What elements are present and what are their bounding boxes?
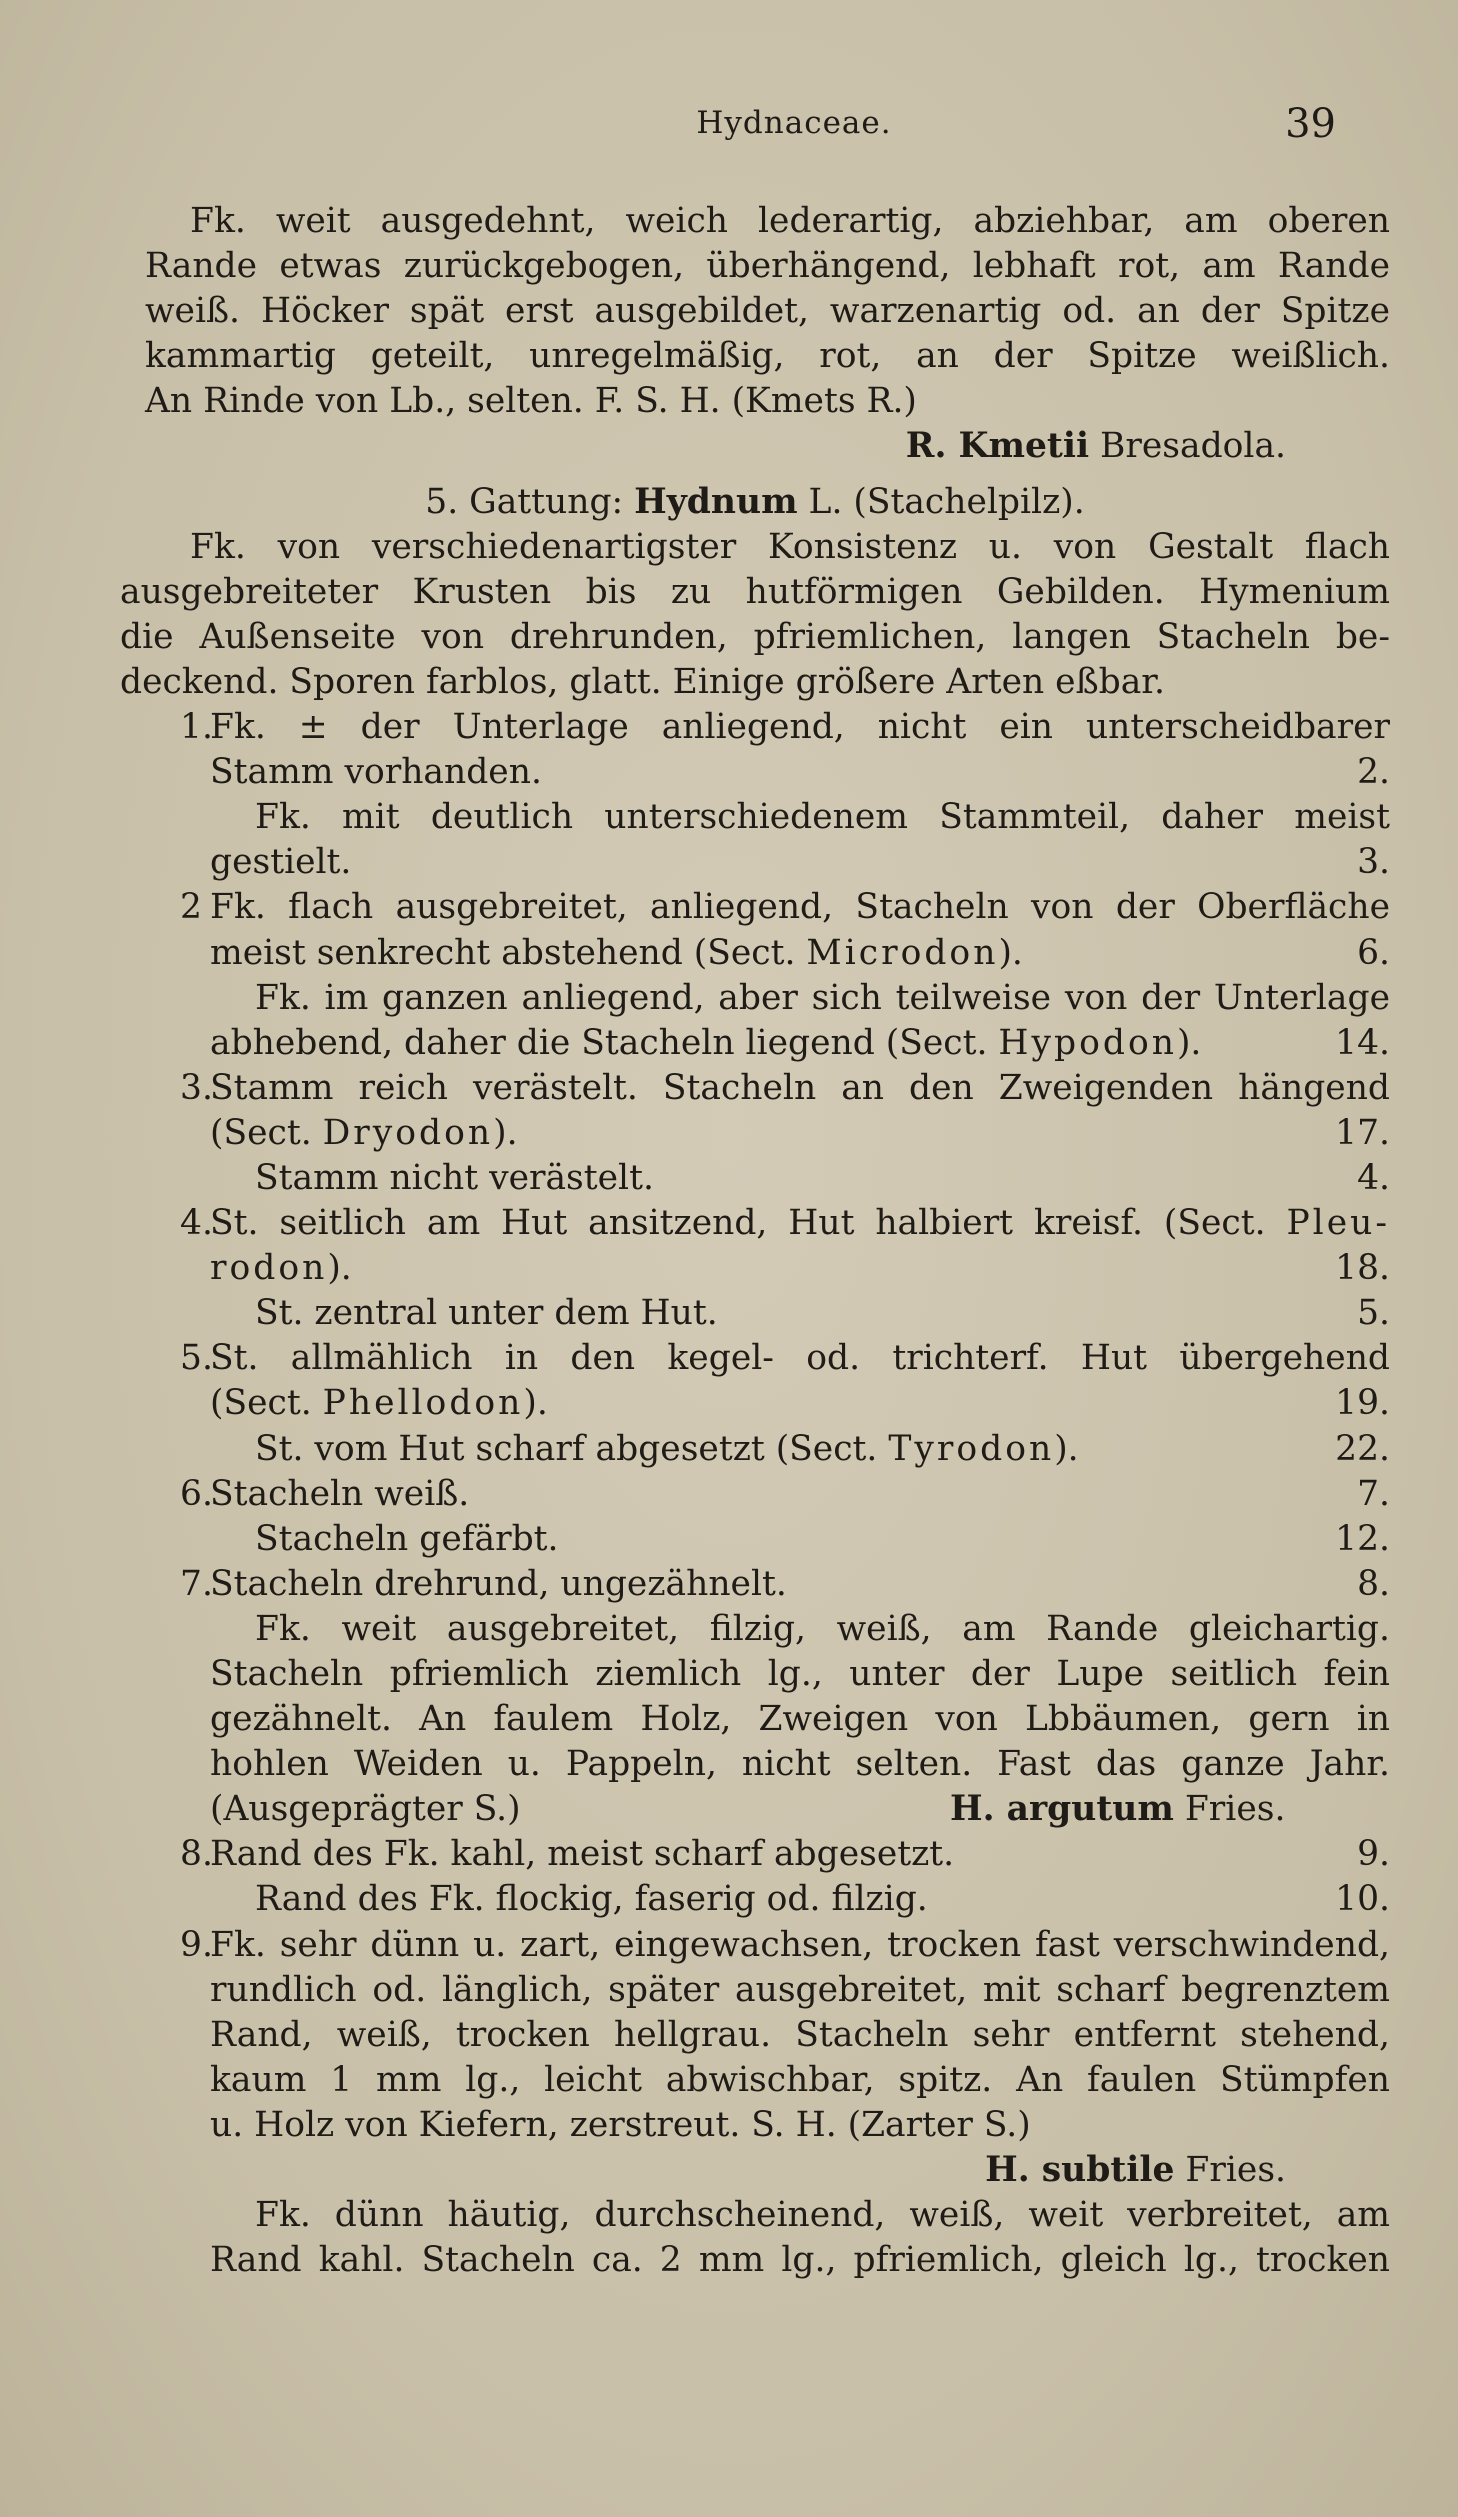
text-line: Fk. weit ausgedehnt, weich lederartig, abziehbar, am oberen [190, 201, 1390, 241]
key-line: (Sect. Phellodon). 19. [210, 1383, 1390, 1424]
key-line: abhebend, daher die Stacheln liegend (Sect. Hypodon). 14. [210, 1022, 1390, 1063]
page-number: 39 [1285, 101, 1336, 147]
text-line: Rande etwas zurückgebogen, überhängend, lebhaft rot, am Rande [145, 246, 1390, 287]
text-line: An Rinde von Lb., selten. F. S. H. (Kmets R.) [145, 381, 917, 422]
species-name: H. subtile [985, 2150, 1175, 2191]
key-line: gezähnelt. An faulem Holz, Zweigen von Lbbäumen, gern in [210, 1699, 1390, 1740]
key-line: Stamm nicht verästelt. 4. [255, 1157, 1390, 1198]
species-name: R. Kmetii [905, 426, 1090, 467]
key-line: 8. Rand des Fk. kahl, meist scharf abgesetzt. 9. [180, 1834, 1390, 1875]
key-line: Stacheln gefärbt. 12. [255, 1518, 1390, 1559]
key-line: Rand, weiß, trocken hellgrau. Stacheln sehr entfernt stehend, [210, 2014, 1390, 2055]
key-line: 9. Fk. sehr dünn u. zart, eingewachsen, trocken fast verschwindend, [180, 1924, 1390, 1965]
key-line: 3. Stamm reich verästelt. Stacheln an den Zweigenden hängend [180, 1067, 1390, 1108]
key-line: St. vom Hut scharf abgesetzt (Sect. Tyrodon). 22. [255, 1428, 1390, 1469]
species-author: Bresadola. [1089, 426, 1286, 467]
key-line: kaum 1 mm lg., leicht abwischbar, spitz. An faulen Stümpfen [210, 2059, 1390, 2100]
key-line: Fk. im ganzen anliegend, aber sich teilweise von der Unterlage [255, 977, 1390, 1018]
text-line: weiß. Höcker spät erst ausgebildet, warzenartig od. an der Spitze [145, 291, 1390, 332]
page-header [120, 101, 1388, 155]
key-line: 7. Stacheln drehrund, ungezähnelt. 8. [180, 1563, 1390, 1604]
key-line: Fk. dünn häutig, durchscheinend, weiß, weit verbreitet, am [255, 2195, 1390, 2236]
species-name-line: H. subtile Fries. [985, 2150, 1286, 2191]
key-line: St. zentral unter dem Hut. 5. [255, 1293, 1390, 1334]
key-line: rodon). 18. [210, 1248, 1390, 1289]
key-line: Stamm vorhanden. 2. [210, 752, 1390, 793]
key-line: Rand des Fk. flockig, faserig od. filzig. 10. [255, 1879, 1390, 1920]
key-line: gestielt. 3. [210, 842, 1390, 883]
species-name-line [120, 424, 1390, 469]
text-line: die Außenseite von drehrunden, pfriemlichen, langen Stacheln be- [120, 616, 1390, 657]
key-line: rundlich od. länglich, später ausgebreitet, mit scharf begrenztem [210, 1969, 1390, 2010]
key-line: (Ausgeprägter S.) H. argutum Fries. [210, 1789, 1286, 1830]
species-name: H. argutum [950, 1789, 1174, 1830]
key-line: 5. St. allmählich in den kegel- od. trichterf. Hut übergehend [180, 1338, 1390, 1379]
genus-name: Hydnum [634, 481, 798, 522]
key-line: 4. St. seitlich am Hut ansitzend, Hut halbiert kreisf. (Sect. Pleu- [180, 1203, 1390, 1244]
key-line: hohlen Weiden u. Pappeln, nicht selten. Fast das ganze Jahr. [210, 1744, 1390, 1785]
genus-heading: 5. Gattung: Hydnum L. (Stachelpilz). [425, 481, 1085, 522]
key-line: 6. Stacheln weiß. 7. [180, 1473, 1390, 1514]
key-line: meist senkrecht abstehend (Sect. Microdon). 6. [210, 932, 1390, 973]
key-line: Stacheln pfriemlich ziemlich lg., unter der Lupe seitlich fein [210, 1654, 1390, 1694]
text-line: ausgebreiteter Krusten bis zu hutförmigen Gebilden. Hymenium [120, 571, 1390, 612]
text-line: Fk. von verschiedenartigster Konsistenz u. von Gestalt flach [190, 526, 1390, 567]
body-text [120, 199, 1390, 2283]
text-line: kammartig geteilt, unregelmäßig, rot, an der Spitze weißlich. [145, 336, 1390, 377]
key-line: (Sect. Dryodon). 17. [210, 1112, 1390, 1153]
running-title: Hydnaceae. [696, 105, 892, 141]
key-line: 1. Fk. ± der Unterlage anliegend, nicht ein unterscheidbarer [180, 707, 1390, 748]
key-line: Rand kahl. Stacheln ca. 2 mm lg., pfriemlich, gleich lg., trocken [210, 2240, 1390, 2281]
text-line: deckend. Sporen farblos, glatt. Einige größere Arten eßbar. [120, 661, 1165, 702]
key-line: 2 Fk. flach ausgebreitet, anliegend, Stacheln von der Oberfläche [180, 887, 1390, 928]
key-line: u. Holz von Kiefern, zerstreut. S. H. (Zarter S.) [210, 2104, 1031, 2145]
key-line: Fk. weit ausgebreitet, filzig, weiß, am Rande gleichartig. [255, 1608, 1390, 1649]
key-line: Fk. mit deutlich unterschiedenem Stammteil, daher meist [255, 797, 1390, 838]
